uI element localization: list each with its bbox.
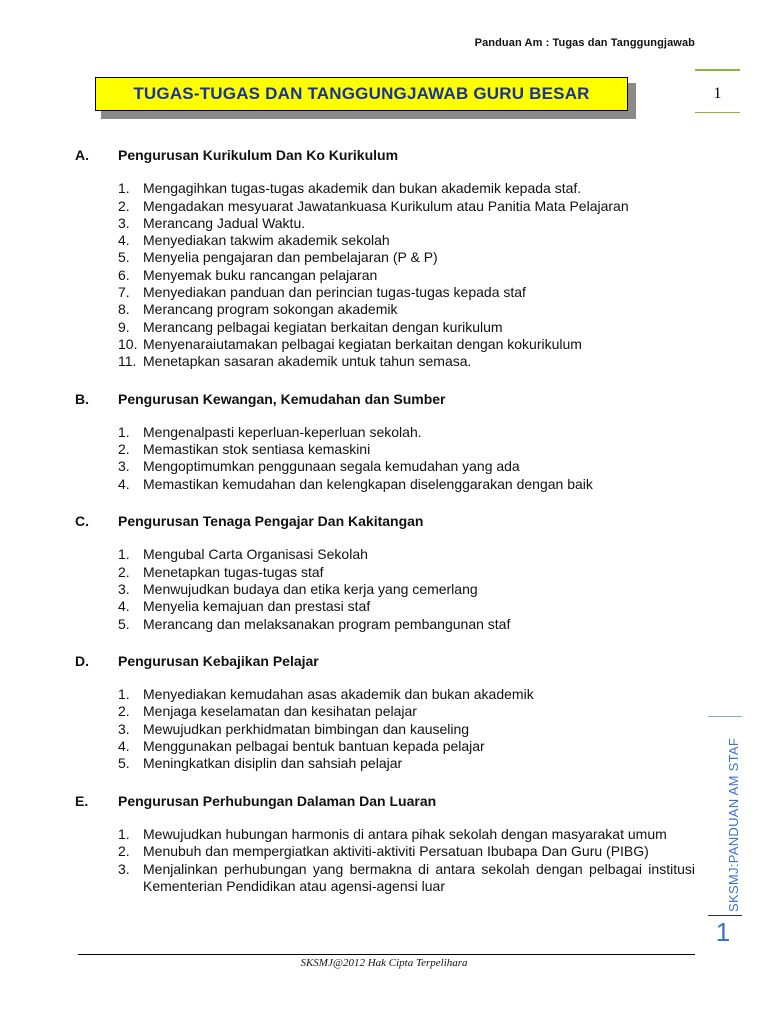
item-text: Menyelia pengajaran dan pembelajaran (P & P) <box>143 249 438 266</box>
item-number: 2. <box>118 197 130 214</box>
item-text: Menubuh dan mempergiatkan aktiviti-aktiviti Persatuan Ibubapa Dan Guru (PIBG) <box>143 843 649 860</box>
running-header: Panduan Am : Tugas dan Tanggungjawab <box>474 37 695 49</box>
item-number: 3. <box>118 580 130 597</box>
item-number: 4. <box>118 232 130 249</box>
section-heading-text: Pengurusan Perhubungan Dalaman Dan Luaran <box>118 792 437 809</box>
side-tab-rule-top <box>708 716 742 717</box>
item-text: Menjaga keselamatan dan kesihatan pelajar <box>143 703 417 720</box>
list-item <box>118 843 695 860</box>
list-item <box>118 232 695 249</box>
list-item <box>118 755 695 772</box>
section-heading <box>75 391 695 408</box>
section-letter: E. <box>75 792 89 809</box>
document-body <box>75 147 695 915</box>
item-text: Memastikan kemudahan dan kelengkapan diselenggarakan dengan baik <box>143 475 593 492</box>
list-item <box>118 301 695 318</box>
footer-rule <box>78 954 695 955</box>
section-heading <box>75 793 695 810</box>
item-number: 4. <box>118 598 130 615</box>
page-title: TUGAS-TUGAS DAN TANGGUNGJAWAB GURU BESAR <box>133 84 590 103</box>
list-item <box>118 598 695 615</box>
section <box>75 513 695 633</box>
list-item <box>118 581 695 598</box>
item-text: Menyemak buku rancangan pelajaran <box>143 266 378 283</box>
list-item <box>118 198 695 215</box>
list-item <box>118 353 695 370</box>
item-text: Menjalinkan perhubungan yang bermakna di antara sekolah dengan pelbagai institusi Kementerian Pendidikan atau agensi-agensi luar <box>143 860 695 894</box>
item-list <box>75 180 695 370</box>
item-list <box>75 424 695 493</box>
item-text: Meningkatkan disiplin dan sahsiah pelajar <box>143 755 403 772</box>
section-letter: D. <box>75 652 89 669</box>
item-text: Mewujudkan hubungan harmonis di antara pihak sekolah dengan masyarakat umum <box>143 825 667 842</box>
item-text: Merancang Jadual Waktu. <box>143 214 306 231</box>
item-text: Merancang program sokongan akademik <box>143 301 398 318</box>
item-number: 6. <box>118 266 130 283</box>
list-item <box>118 249 695 266</box>
item-text: Mengagihkan tugas-tugas akademik dan bukan akademik kepada staf. <box>143 180 582 197</box>
item-number: 3. <box>118 214 130 231</box>
item-number: 3. <box>118 860 130 877</box>
item-number: 11. <box>118 353 137 370</box>
page-number-rule-top <box>695 69 740 71</box>
list-item <box>118 180 695 197</box>
item-text: Menyelia kemajuan dan prestasi staf <box>143 598 371 615</box>
item-number: 5. <box>118 615 130 632</box>
item-number: 7. <box>118 284 130 301</box>
item-text: Menyenaraiutamakan pelbagai kegiatan berkaitan dengan kokurikulum <box>143 335 582 352</box>
section-heading-text: Pengurusan Kurikulum Dan Ko Kurikulum <box>118 147 399 163</box>
item-list <box>75 686 695 772</box>
item-number: 1. <box>118 423 130 440</box>
item-number: 2. <box>118 703 130 720</box>
side-tab-label: SKSMJ:PANDUAN AM STAF <box>726 737 741 912</box>
list-item <box>118 686 695 703</box>
list-item <box>118 267 695 284</box>
item-text: Menetapkan tugas-tugas staf <box>143 563 324 580</box>
item-text: Menetapkan sasaran akademik untuk tahun semasa. <box>143 353 472 370</box>
list-item <box>118 564 695 581</box>
section-heading-text: Pengurusan Kewangan, Kemudahan dan Sumber <box>118 390 446 407</box>
section-letter: A. <box>75 147 89 163</box>
item-text: Menyediakan takwim akademik sekolah <box>143 232 390 249</box>
list-item <box>118 319 695 336</box>
item-number: 4. <box>118 738 130 755</box>
item-number: 1. <box>118 546 130 563</box>
item-text: Merancang dan melaksanakan program pembangunan staf <box>143 615 511 632</box>
section-heading <box>75 653 695 670</box>
item-number: 10. <box>118 335 138 352</box>
section <box>75 793 695 895</box>
item-number: 8. <box>118 301 130 318</box>
list-item <box>118 546 695 563</box>
list-item <box>118 284 695 301</box>
side-tab-rule-bottom <box>708 915 742 916</box>
list-item <box>118 424 695 441</box>
item-number: 4. <box>118 475 130 492</box>
list-item <box>118 826 695 843</box>
item-number: 9. <box>118 318 130 335</box>
item-text: Mengubal Carta Organisasi Sekolah <box>143 546 368 563</box>
item-number: 1. <box>118 180 130 197</box>
item-list <box>75 546 695 632</box>
item-text: Menyediakan kemudahan asas akademik dan bukan akademik <box>143 686 534 703</box>
list-item <box>118 476 695 493</box>
item-number: 3. <box>118 720 130 737</box>
section <box>75 147 695 371</box>
list-item <box>118 215 695 232</box>
list-item <box>118 458 695 475</box>
item-text: Mewujudkan perkhidmatan bimbingan dan kauseling <box>143 720 470 737</box>
section-heading <box>75 147 695 164</box>
section-heading-text: Pengurusan Tenaga Pengajar Dan Kakitangan <box>118 513 424 530</box>
section-heading-text: Pengurusan Kebajikan Pelajar <box>118 652 319 669</box>
item-list <box>75 826 695 895</box>
item-text: Menyediakan panduan dan perincian tugas-tugas kepada staf <box>143 284 526 301</box>
footer-copyright: SKSMJ@2012 Hak Cipta Terpelihara <box>300 957 468 969</box>
item-number: 2. <box>118 563 130 580</box>
item-text: Memastikan stok sentiasa kemaskini <box>143 441 371 458</box>
item-text: Mengoptimumkan penggunaan segala kemudahan yang ada <box>143 458 520 475</box>
title-box <box>95 77 628 111</box>
section-letter: C. <box>75 513 89 530</box>
section-letter: B. <box>75 390 89 407</box>
item-number: 5. <box>118 755 130 772</box>
item-text: Merancang pelbagai kegiatan berkaitan dengan kurikulum <box>143 318 503 335</box>
list-item <box>118 616 695 633</box>
section <box>75 653 695 773</box>
side-tab-page-number: 1 <box>715 917 731 947</box>
list-item <box>118 861 695 896</box>
item-text: Menwujudkan budaya dan etika kerja yang cemerlang <box>143 580 478 597</box>
item-number: 1. <box>118 686 130 703</box>
list-item <box>118 738 695 755</box>
page-number-top: 1 <box>713 85 722 102</box>
item-text: Mengenalpasti keperluan-keperluan sekolah. <box>143 423 422 440</box>
list-item <box>118 721 695 738</box>
page-number-rule-bottom <box>695 112 740 113</box>
item-number: 1. <box>118 825 130 842</box>
item-number: 2. <box>118 441 130 458</box>
list-item <box>118 441 695 458</box>
item-number: 2. <box>118 843 130 860</box>
item-number: 3. <box>118 458 130 475</box>
section-heading <box>75 513 695 530</box>
list-item <box>118 336 695 353</box>
item-text: Mengadakan mesyuarat Jawatankuasa Kurikulum atau Panitia Mata Pelajaran <box>143 197 629 214</box>
section <box>75 391 695 493</box>
list-item <box>118 703 695 720</box>
item-number: 5. <box>118 249 130 266</box>
item-text: Menggunakan pelbagai bentuk bantuan kepada pelajar <box>143 738 485 755</box>
